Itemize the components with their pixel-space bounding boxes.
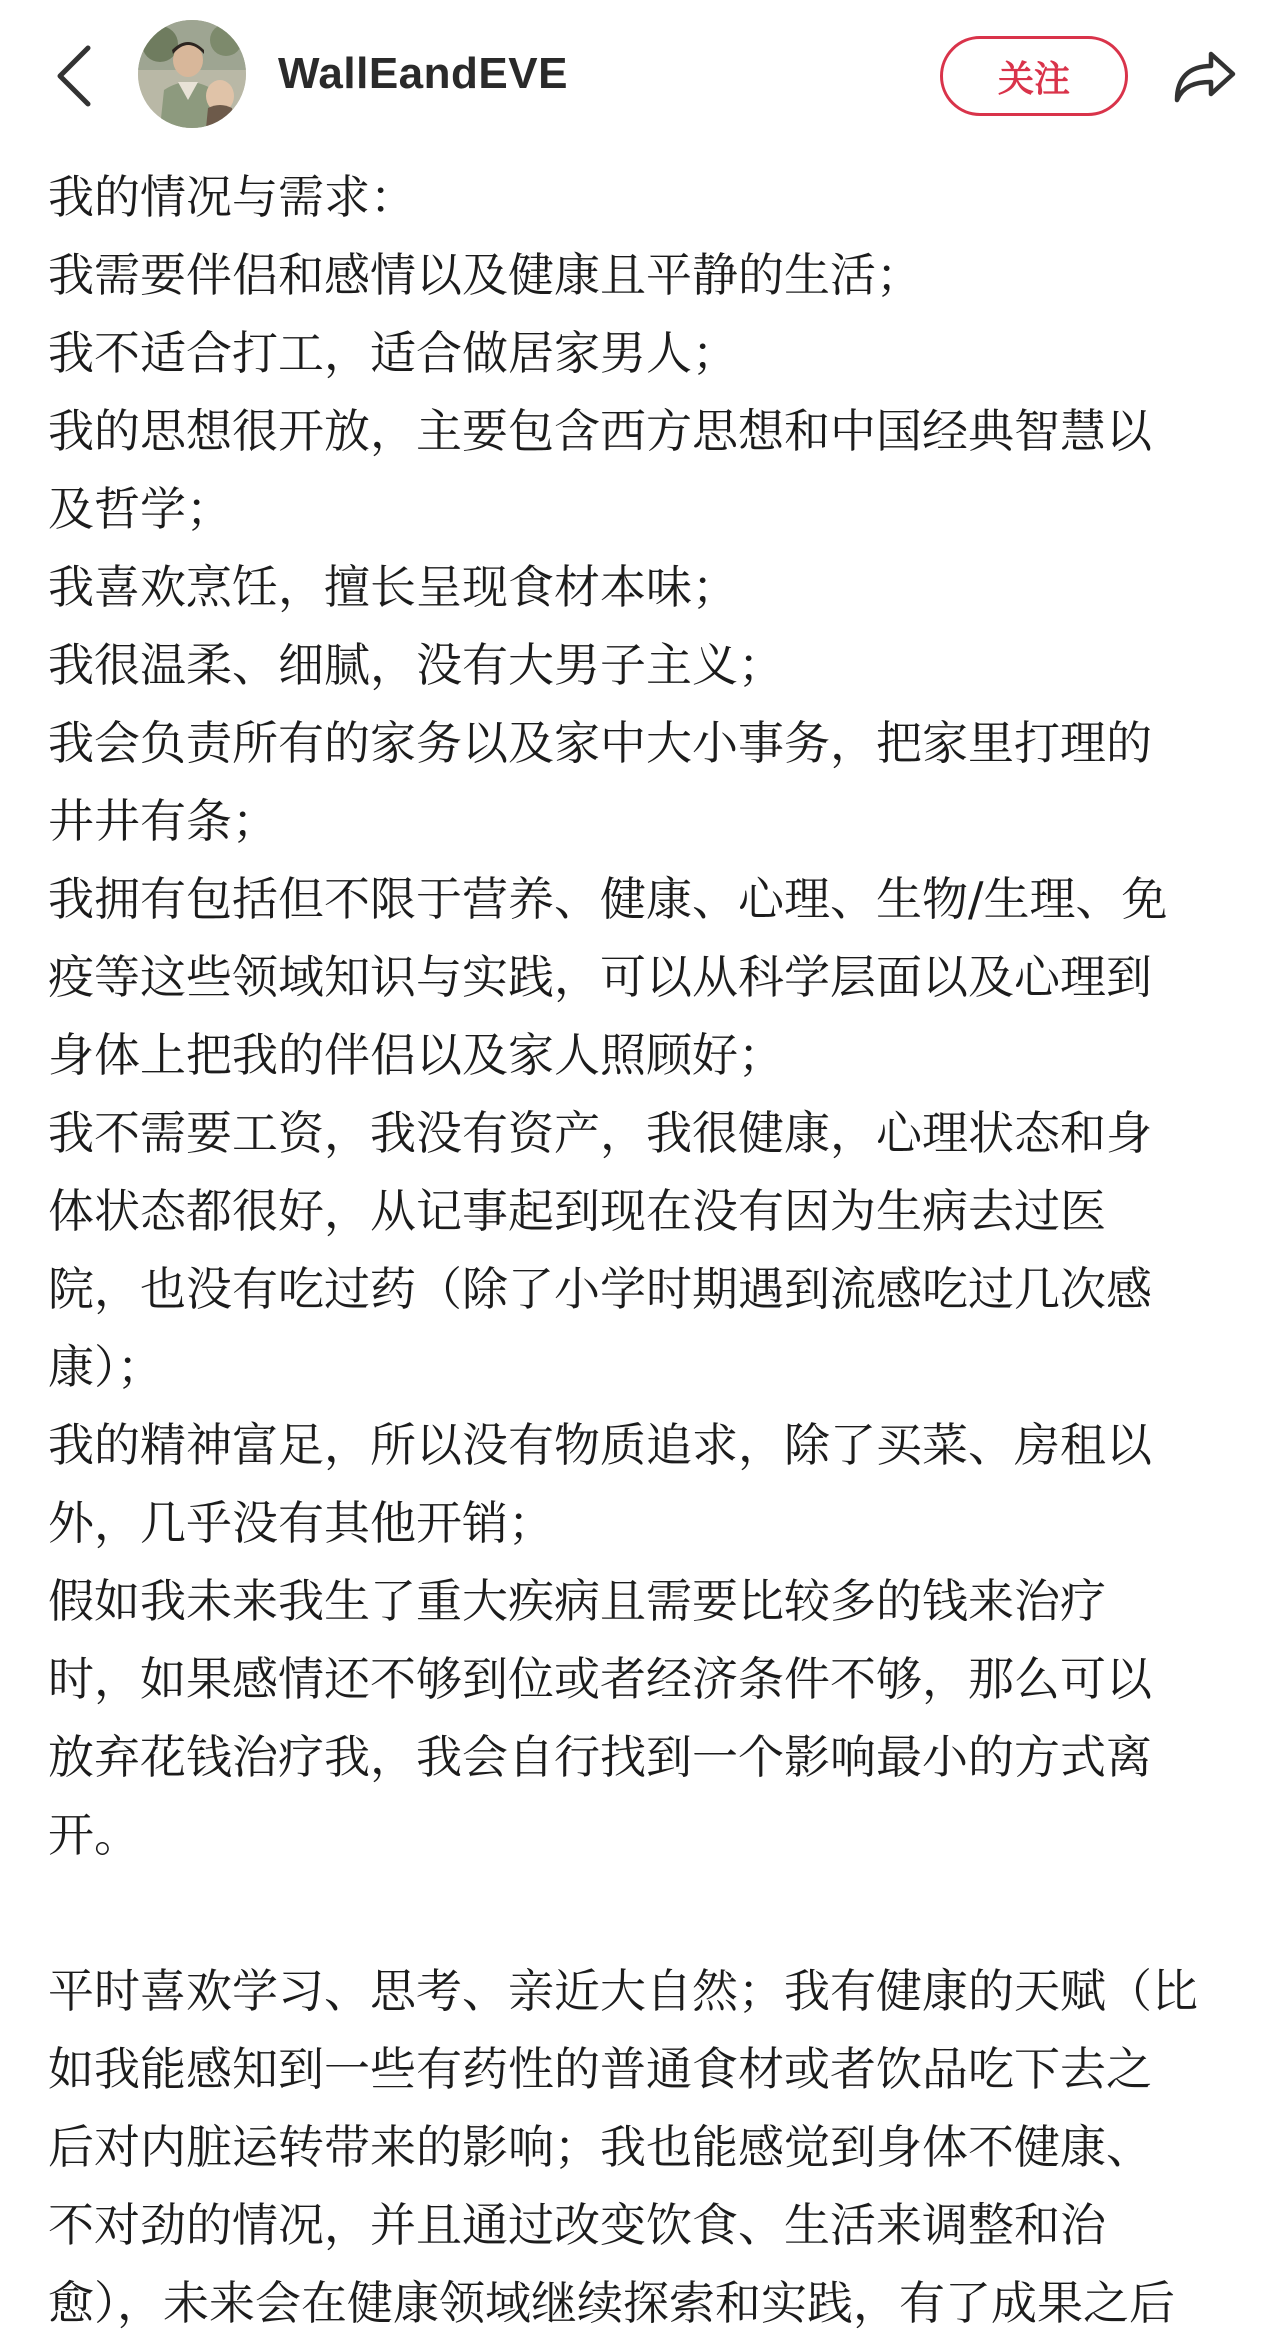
text-line: 井井有条； bbox=[48, 794, 278, 848]
text-line: 我喜欢烹饪，擅长呈现食材本味； bbox=[48, 560, 738, 614]
text-line: 我的思想很开放，主要包含西方思想和中国经典智慧以 bbox=[48, 404, 1152, 458]
share-button[interactable] bbox=[1166, 40, 1244, 112]
text-line: 及哲学； bbox=[48, 482, 232, 536]
text-line: 外，几乎没有其他开销； bbox=[48, 1496, 554, 1550]
username[interactable]: WallEandEVE bbox=[278, 49, 568, 98]
text-line: 放弃花钱治疗我，我会自行找到一个影响最小的方式离 bbox=[48, 1730, 1152, 1784]
follow-button[interactable]: 关注 bbox=[940, 36, 1128, 116]
text-line: 康）； bbox=[48, 1340, 163, 1394]
text-line: 我需要伴侣和感情以及健康且平静的生活； bbox=[48, 248, 922, 302]
text-line: 愈），未来会在健康领域继续探索和实践，有了成果之后 bbox=[48, 2276, 1175, 2330]
text-line: 我会负责所有的家务以及家中大小事务，把家里打理的 bbox=[48, 716, 1152, 770]
text-line: 平时喜欢学习、思考、亲近大自然；我有健康的天赋（比 bbox=[48, 1964, 1198, 2018]
text-line: 我的精神富足，所以没有物质追求，除了买菜、房租以 bbox=[48, 1418, 1152, 1472]
text-line: 不对劲的情况，并且通过改变饮食、生活来调整和治 bbox=[48, 2198, 1106, 2252]
paragraph-hobbies bbox=[48, 1952, 1244, 2342]
text-line: 疫等这些领域知识与实践，可以从科学层面以及心理到 bbox=[48, 950, 1152, 1004]
paragraph-needs bbox=[48, 158, 1244, 1874]
text-line: 开。 bbox=[48, 1808, 140, 1862]
text-line: 后对内脏运转带来的影响；我也能感觉到身体不健康、 bbox=[48, 2120, 1152, 2174]
text-line: 如我能感知到一些有药性的普通食材或者饮品吃下去之 bbox=[48, 2042, 1152, 2096]
share-icon bbox=[1173, 48, 1237, 104]
post-body bbox=[48, 158, 1244, 2342]
text-line: 院，也没有吃过药（除了小学时期遇到流感吃过几次感 bbox=[48, 1262, 1152, 1316]
back-button[interactable] bbox=[44, 38, 104, 114]
chevron-left-icon bbox=[54, 44, 94, 108]
text-line: 我不适合打工，适合做居家男人； bbox=[48, 326, 738, 380]
text-line: 体状态都很好，从记事起到现在没有因为生病去过医 bbox=[48, 1184, 1106, 1238]
text-line: 我拥有包括但不限于营养、健康、心理、生物/生理、免 bbox=[48, 872, 1168, 926]
top-bar bbox=[0, 0, 1284, 150]
text-line: 我不需要工资，我没有资产，我很健康，心理状态和身 bbox=[48, 1106, 1152, 1160]
avatar[interactable] bbox=[138, 20, 246, 128]
text-line: 假如我未来我生了重大疾病且需要比较多的钱来治疗 bbox=[48, 1574, 1106, 1628]
text-line: 我的情况与需求： bbox=[48, 170, 416, 224]
paragraph-spacer bbox=[48, 1874, 1244, 1952]
text-line: 我很温柔、细腻，没有大男子主义； bbox=[48, 638, 784, 692]
avatar-photo bbox=[138, 20, 246, 128]
text-line: 身体上把我的伴侣以及家人照顾好； bbox=[48, 1028, 784, 1082]
text-line: 时，如果感情还不够到位或者经济条件不够，那么可以 bbox=[48, 1652, 1152, 1706]
